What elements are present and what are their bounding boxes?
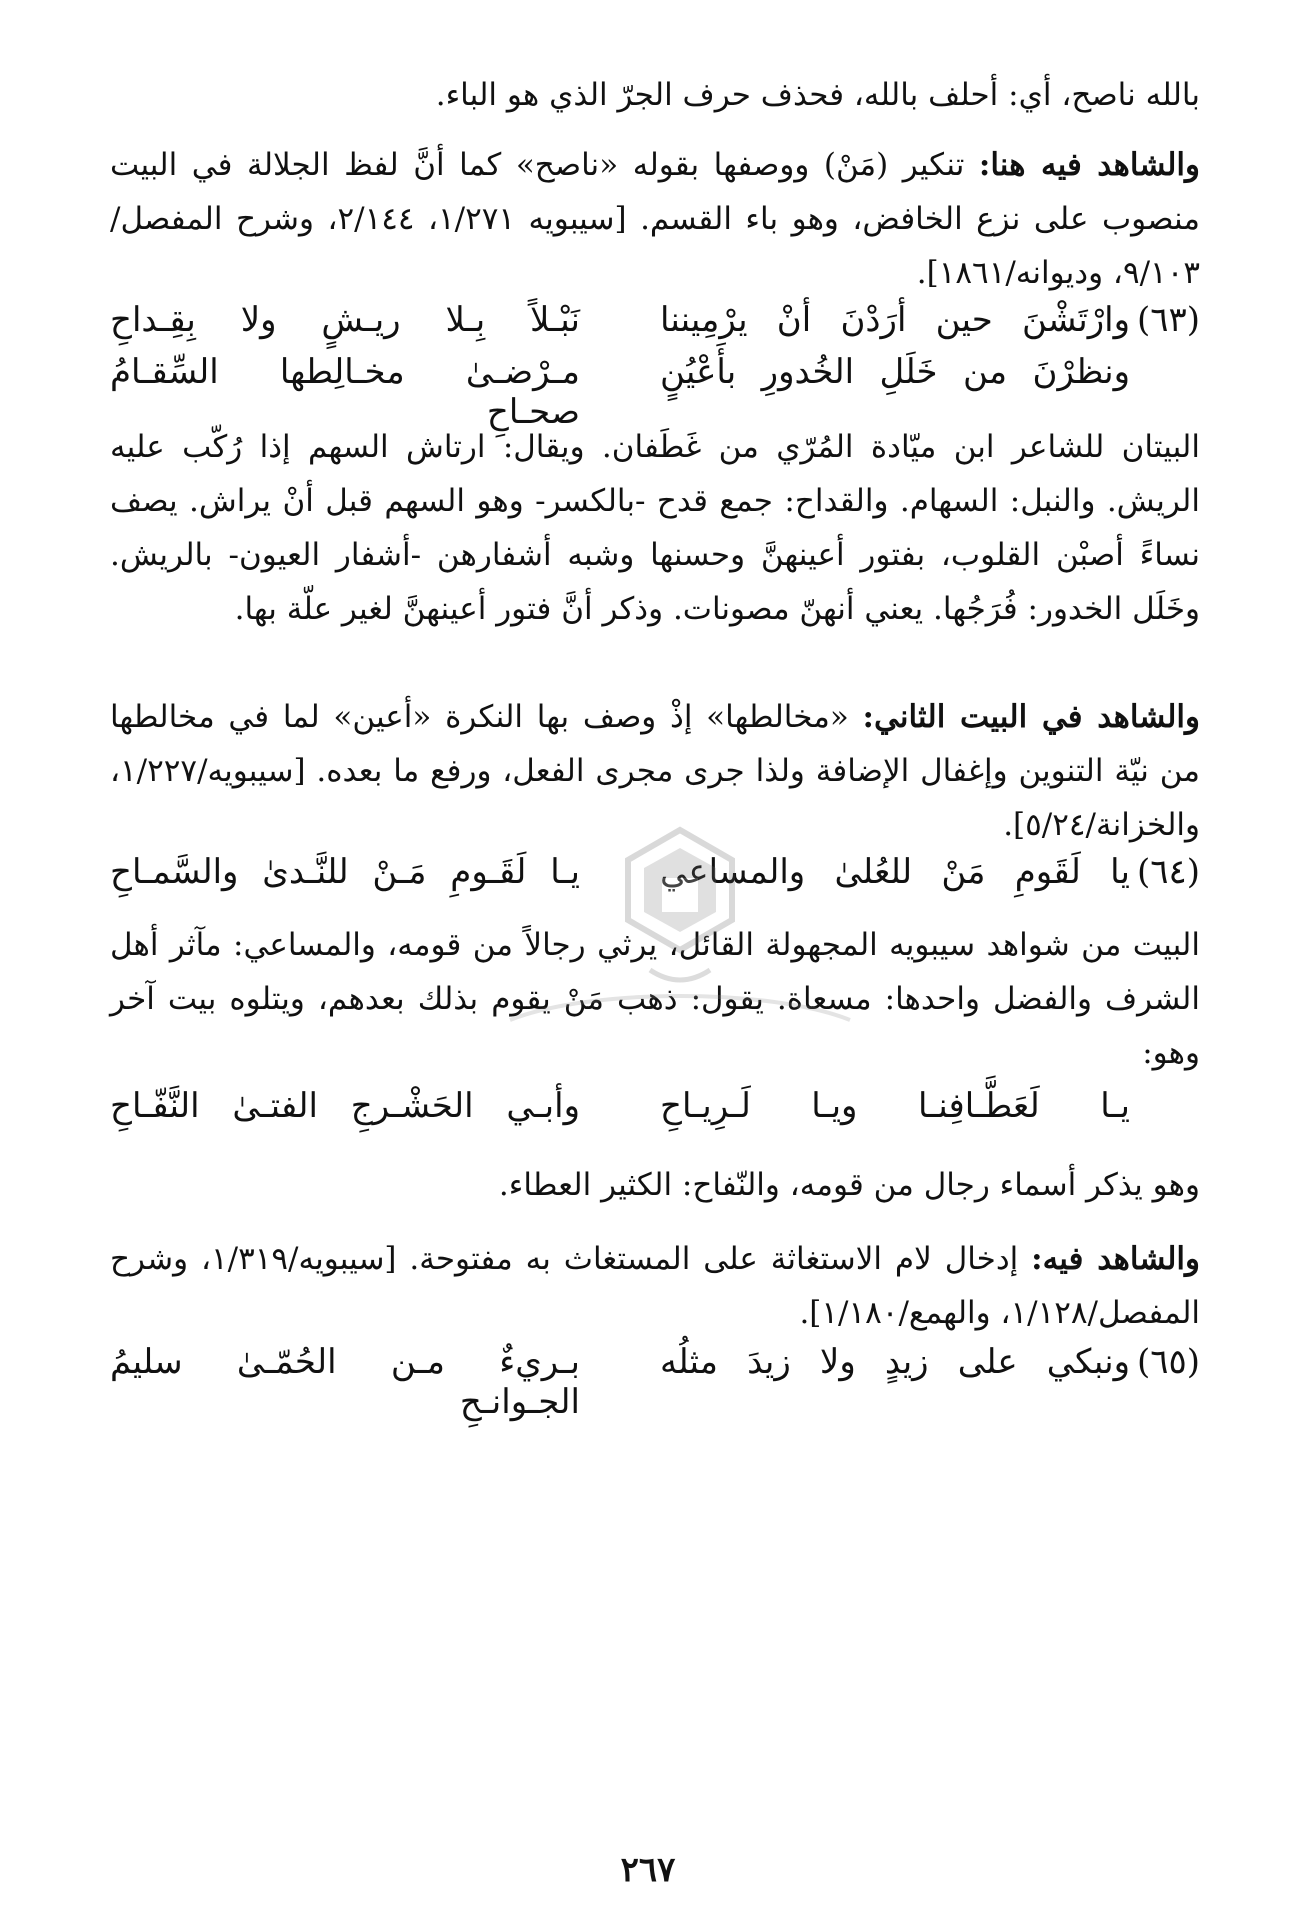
verse-number: (٦٥) [1136,1342,1200,1382]
paragraph-1 [110,68,1200,122]
paragraph-7-witness [110,1232,1200,1340]
verse-hemistich-first: ونظرْنَ من خَلَلِ الخُدورِ بأَعْيُنٍ [660,352,1130,392]
witness-label: والشاهد فيه هنا: [978,147,1201,183]
verse-hemistich-second: وأبـي الحَشْـرجِ الفتـىٰ النَّفّـاحِ [110,1086,580,1126]
witness-label: والشاهد فيه: [1031,1241,1201,1277]
verse-hemistich-second: بـريءٌ مـن الحُمّـىٰ سليمُ الجـوانـحِ [110,1342,580,1422]
witness-label: والشاهد في البيت الثاني: [862,699,1200,735]
verse-hemistich-first: يـا لَعَطَّـافِنـا ويـا لَـرِيـاحِ [660,1086,1130,1126]
paragraph-text: بالله ناصح، أي: أحلف بالله، فحذف حرف الجرّ الذي هو الباء. [435,77,1200,113]
verse-hemistich-first: ونبكي على زيدٍ ولا زيدَ مثلُه [660,1342,1130,1382]
verse-63-line-1 [110,300,1200,352]
paragraph-2-witness [110,138,1200,300]
paragraph-text: إدخال لام الاستغاثة على المستغاث به مفتوحة. [سيبويه/١/٣١٩، وشرح المفصل/١/١٢٨، والهمع/١/١٨٠]. [110,1241,1200,1331]
paragraph-text: «مخالطها» إذْ وصف بها النكرة «أعين» لما في مخالطها من نيّة التنوين وإغفال الإضافة ولذا جرى مجرى الفعل، ورفع ما بعده. [سيبويه/١/٢٢٧، والخزانة/٥/٢٤]. [110,699,1200,843]
verse-64 [110,852,1200,904]
paragraph-text: وهو يذكر أسماء رجال من قومه، والنّفاح: الكثير العطاء. [498,1167,1200,1203]
paragraph-3-commentary [110,420,1200,636]
verse-65 [110,1342,1200,1422]
verse-hemistich-second: يـا لَقَـومِ مَـنْ للنَّـدىٰ والسَّمـاحِ [110,852,580,892]
verse-hemistich-second: مـرْضـىٰ مخـالِطها السِّقـامُ صحـاحِ [110,352,580,432]
verse-64-continuation [110,1086,1200,1138]
paragraph-6 [110,1158,1200,1212]
paragraph-text: البيت من شواهد سيبويه المجهولة القائل، يرثي رجالاً من قومه، والمساعي: مآثر أهل الشرف والفضل واحدها: مسعاة. يقول: ذهب مَنْ يقوم بذلك بعدهم، ويتلوه بيت آخر وهو: [110,927,1200,1071]
verse-hemistich-first: وارْتَشْنَ حين أرَدْنَ أنْ يرْمِيننا [660,300,1130,340]
paragraph-5-commentary [110,918,1200,1080]
verse-number: (٦٣) [1136,300,1200,340]
verse-hemistich-second: نَبْـلاً بِـلا ريـشٍ ولا بِقِـداحِ [110,300,580,340]
verse-number: (٦٤) [1136,852,1200,892]
paragraph-text: تنكير (مَنْ) ووصفها بقوله «ناصح» كما أنَّ لفظ الجلالة في البيت منصوب على نزع الخافض، وهو باء القسم. [سيبويه ١/٢٧١، ٢/١٤٤، وشرح المفصل/٩/١٠٣، وديوانه/١٨٦١]. [110,147,1200,291]
paragraph-4-witness [110,690,1200,852]
page-number: ٢٦٧ [620,1850,676,1890]
verse-63-line-2 [110,352,1200,432]
verse-hemistich-first: يا لَقَومِ مَنْ للعُلىٰ والمساعي [660,852,1130,892]
paragraph-text: البيتان للشاعر ابن ميّادة المُرّي من غَطَفان. ويقال: ارتاش السهم إذا رُكّب عليه الريش. والنبل: السهام. والقداح: جمع قدح -بالكسر- وهو السهم قبل أنْ يراش. يصف نساءً أصبْن القلوب، بفتور أعينهنَّ وحسنها وشبه أشفارهن -أشفار العيون- بالريش. وخَلَل الخدور: فُرَجُها. يعني أنهنّ مصونات. وذكر أنَّ فتور أعينهنَّ لغير علّة بها. [110,429,1200,627]
